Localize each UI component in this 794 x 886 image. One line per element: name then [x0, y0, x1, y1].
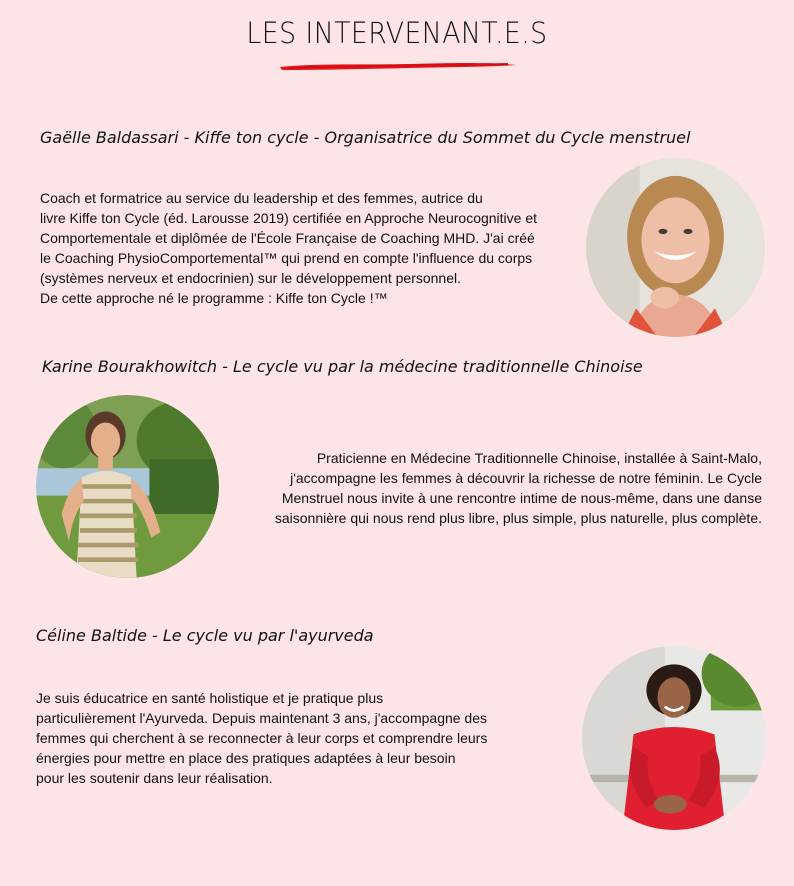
- bio-line: le Coaching PhysioComportemental™ qui prend en compte l'influence du corps: [40, 250, 533, 266]
- speaker-photo-karine: [36, 395, 219, 578]
- bio-line: Comportementale et diplômée de l'École Française de Coaching MHD. J'ai créé: [40, 230, 535, 246]
- speaker-bio-karine: [246, 448, 762, 528]
- speaker-name-karine: Karine Bourakhowitch - Le cycle vu par la médecine traditionnelle Chinoise: [42, 357, 643, 376]
- bio-line: particulièrement l'Ayurveda. Depuis maintenant 3 ans, j'accompagne des: [36, 710, 488, 726]
- title-underline-brushstroke: [278, 60, 518, 74]
- speaker-name-celine: Céline Baltide - Le cycle vu par l'ayurveda: [36, 626, 374, 645]
- bio-line: livre Kiffe ton Cycle (éd. Larousse 2019) certifiée en Approche Neurocognitive et: [40, 210, 538, 226]
- bio-line: femmes qui cherchent à se reconnecter à leur corps et comprendre leurs: [36, 730, 488, 746]
- speaker-photo-gaelle: [586, 158, 765, 337]
- speaker-photo-celine: [582, 646, 766, 830]
- bio-line: saisonnière qui nous rend plus libre, plus simple, plus naturelle, plus complète.: [274, 510, 762, 526]
- bio-line: Praticienne en Médecine Traditionnelle Chinoise, installée à Saint-Malo,: [316, 450, 762, 466]
- speaker-name-gaelle: Gaëlle Baldassari - Kiffe ton cycle - Organisatrice du Sommet du Cycle menstruel: [40, 128, 691, 147]
- bio-line: énergies pour mettre en place des pratiques adaptées à leur besoin: [36, 750, 456, 766]
- speaker-bio-celine: [36, 688, 546, 788]
- bio-line: j'accompagne les femmes à découvrir la richesse de notre féminin. Le Cycle: [290, 470, 762, 486]
- bio-line: Je suis éducatrice en santé holistique et je pratique plus: [36, 690, 384, 706]
- bio-line: (systèmes nerveux et endocrinien) sur le développement personnel.: [40, 270, 462, 286]
- bio-line: De cette approche né le programme : Kiffe ton Cycle !™: [40, 290, 388, 306]
- bio-line: Coach et formatrice au service du leadership et des femmes, autrice du: [40, 190, 483, 206]
- bio-line: pour les soutenir dans leur réalisation.: [36, 770, 273, 786]
- speaker-bio-gaelle: [40, 188, 580, 308]
- page-title: LES INTERVENANT.E.S: [246, 16, 548, 50]
- bio-line: Menstruel nous invite à une rencontre intime de nous-même, dans une danse: [281, 490, 762, 506]
